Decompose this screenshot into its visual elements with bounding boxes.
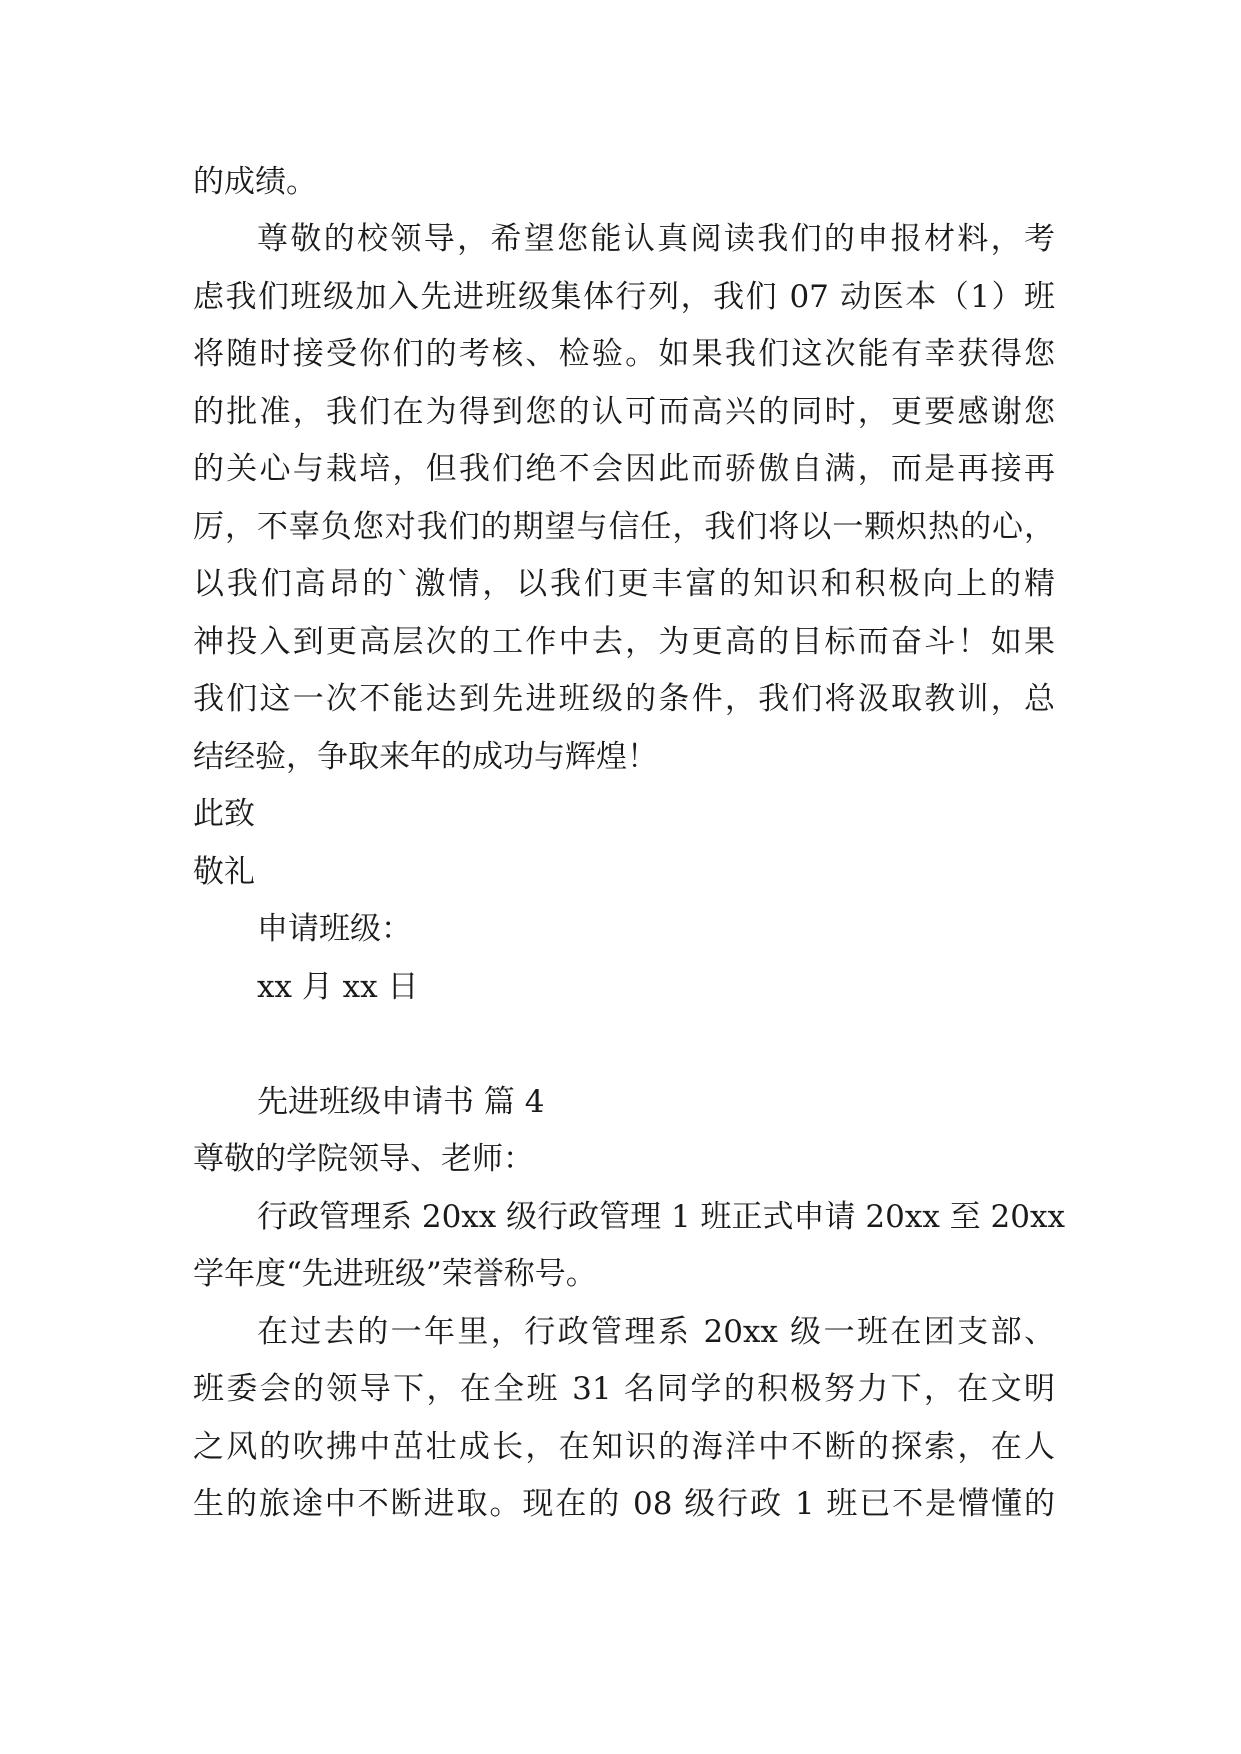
body-line: 以我们高昂的`激情，以我们更丰富的知识和积极向上的精 xyxy=(193,566,1055,602)
closing-line: 此致 xyxy=(193,796,255,832)
body-line: 的关心与栽培，但我们绝不会因此而骄傲自满，而是再接再 xyxy=(193,451,1055,487)
body-line: 的批准，我们在为得到您的认可而高兴的同时，更要感谢您 xyxy=(193,394,1055,430)
body-line: 在过去的一年里，行政管理系 20xx 级一班在团支部、 xyxy=(257,1314,1055,1350)
body-line: 尊敬的校领导，希望您能认真阅读我们的申报材料，考 xyxy=(257,221,1055,257)
section-heading: 先进班级申请书 篇 4 xyxy=(257,1084,545,1120)
body-line: 虑我们班级加入先进班级集体行列，我们 07 动医本（1）班 xyxy=(193,279,1055,315)
body-line: 行政管理系 20xx 级行政管理 1 班正式申请 20xx 至 20xx xyxy=(257,1199,1065,1235)
body-line: 将随时接受你们的考核、检验。如果我们这次能有幸获得您 xyxy=(193,336,1055,372)
applicant-label: 申请班级： xyxy=(257,911,412,947)
body-line: 神投入到更高层次的工作中去，为更高的目标而奋斗！如果 xyxy=(193,624,1055,660)
body-line: 班委会的领导下，在全班 31 名同学的积极努力下，在文明 xyxy=(193,1371,1055,1407)
salutation: 尊敬的学院领导、老师： xyxy=(193,1141,534,1177)
body-line: 的成绩。 xyxy=(193,164,317,200)
date-line: xx 月 xx 日 xyxy=(257,969,419,1005)
closing-line: 敬礼 xyxy=(193,854,255,890)
body-line: 生的旅途中不断进取。现在的 08 级行政 1 班已不是懵懂的 xyxy=(193,1486,1055,1522)
body-line: 我们这一次不能达到先进班级的条件，我们将汲取教训，总 xyxy=(193,681,1055,717)
body-line: 学年度“先进班级”荣誉称号。 xyxy=(193,1256,597,1292)
body-line: 结经验，争取来年的成功与辉煌！ xyxy=(193,739,658,775)
body-line: 之风的吹拂中茁壮成长，在知识的海洋中不断的探索，在人 xyxy=(193,1429,1055,1465)
body-line: 厉，不辜负您对我们的期望与信任，我们将以一颗炽热的心， xyxy=(193,509,1055,545)
